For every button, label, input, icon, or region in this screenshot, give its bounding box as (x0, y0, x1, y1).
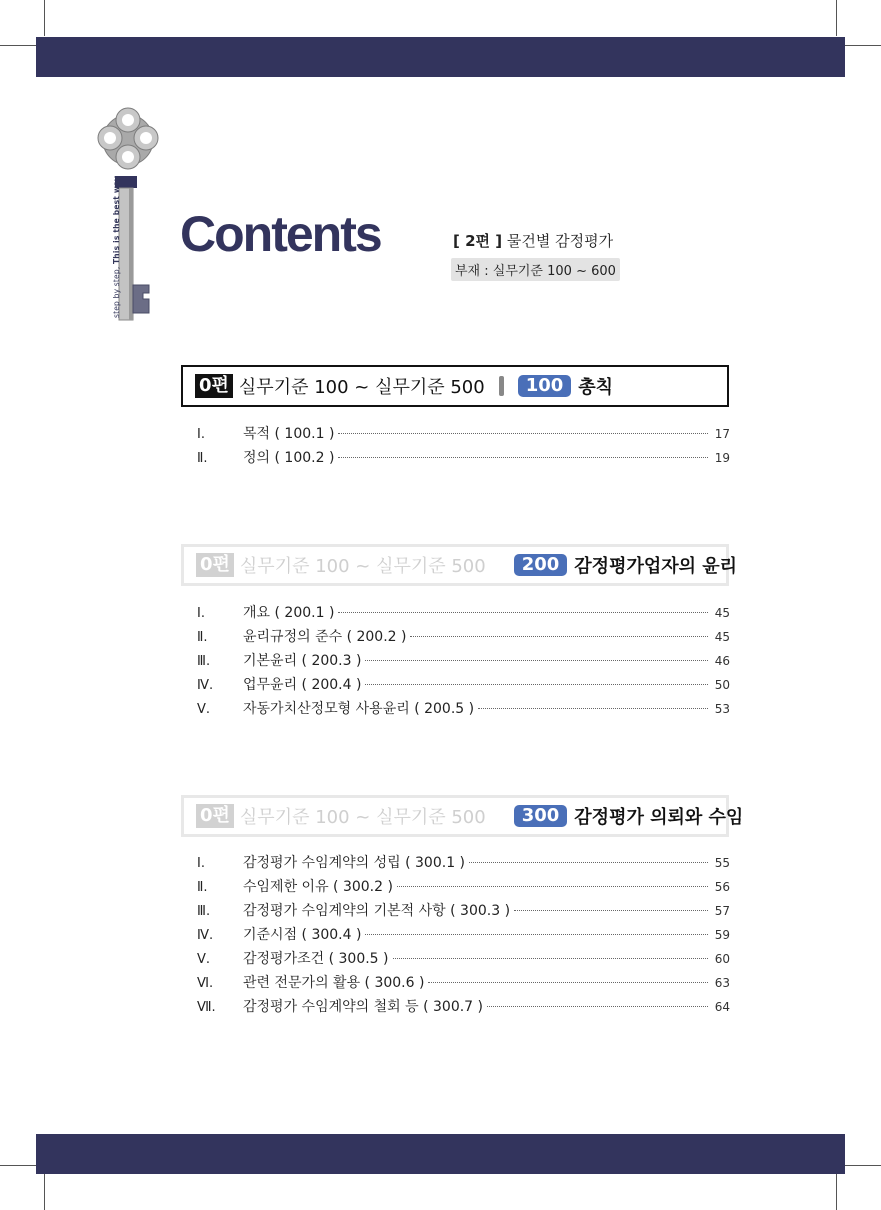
section-title: 감정평가 의뢰와 수임 (574, 807, 744, 828)
toc-item[interactable] (197, 948, 730, 972)
divider (499, 376, 504, 396)
crop-mark (836, 0, 837, 36)
toc-item[interactable] (197, 602, 730, 626)
leader-dots (428, 982, 708, 983)
leader-dots (410, 636, 708, 637)
item-title: 정의 ( 100.2 ) (243, 450, 335, 466)
section-header-100 (181, 365, 729, 407)
toc-list-300 (197, 852, 730, 1020)
toc-item[interactable] (197, 698, 730, 722)
item-number: Ⅱ. (197, 451, 208, 466)
item-page: 63 (714, 976, 730, 990)
item-number: Ⅰ. (197, 427, 205, 442)
crop-mark (845, 45, 881, 46)
leader-dots (469, 862, 708, 863)
leader-dots (487, 1006, 708, 1007)
item-number: Ⅴ. (197, 952, 211, 967)
item-number: Ⅳ. (197, 678, 214, 693)
leader-dots (338, 612, 708, 613)
leader-dots (514, 910, 708, 911)
section-header-300 (181, 795, 744, 837)
crop-mark (44, 1174, 45, 1210)
item-title: 업무윤리 ( 200.4 ) (243, 677, 362, 693)
side-slogan: step by step, This is the best way (112, 175, 121, 318)
toc-item[interactable] (197, 674, 730, 698)
crop-mark (836, 1174, 837, 1210)
section-number: 200 (514, 554, 568, 576)
leader-dots (478, 708, 708, 709)
item-title: 감정평가 수임계약의 성립 ( 300.1 ) (243, 855, 466, 871)
toc-item[interactable] (197, 972, 730, 996)
part-badge: 0편 (196, 553, 234, 577)
crop-mark (44, 0, 45, 36)
item-page: 46 (714, 654, 730, 668)
toc-item[interactable] (197, 650, 730, 674)
item-title: 수임제한 이유 ( 300.2 ) (243, 879, 393, 895)
item-page: 60 (714, 952, 730, 966)
leader-dots (338, 457, 708, 458)
item-number: Ⅳ. (197, 928, 214, 943)
item-title: 자동가치산정모형 사용윤리 ( 200.5 ) (243, 701, 475, 717)
key-icon (88, 100, 168, 330)
item-number: Ⅰ. (197, 606, 205, 621)
toc-item[interactable] (197, 876, 730, 900)
section-header-200 (181, 544, 738, 586)
item-title: 기본윤리 ( 200.3 ) (243, 653, 362, 669)
item-title: 감정평가조건 ( 300.5 ) (243, 951, 389, 967)
toc-item[interactable] (197, 996, 730, 1020)
toc-item[interactable] (197, 900, 730, 924)
leader-dots (365, 660, 708, 661)
page-title: Contents (180, 206, 381, 262)
item-number: Ⅲ. (197, 904, 211, 919)
toc-item[interactable] (197, 924, 730, 948)
item-page: 55 (714, 856, 730, 870)
item-number: Ⅱ. (197, 630, 208, 645)
toc-item[interactable] (197, 423, 730, 447)
item-number: Ⅵ. (197, 976, 214, 991)
leader-dots (393, 958, 709, 959)
subtitle-tag: 부재 : 실무기준 100 ~ 600 (451, 258, 620, 281)
item-number: Ⅴ. (197, 702, 211, 717)
part-badge: 0편 (195, 374, 233, 398)
part-badge: 0편 (196, 804, 234, 828)
toc-item[interactable] (197, 626, 730, 650)
item-title: 윤리규정의 준수 ( 200.2 ) (243, 629, 407, 645)
part-range: 실무기준 100 ~ 실무기준 500 (238, 377, 485, 398)
item-title: 목적 ( 100.1 ) (243, 426, 335, 442)
part-range: 실무기준 100 ~ 실무기준 500 (239, 556, 486, 577)
section-title: 총칙 (578, 377, 614, 398)
part-range: 실무기준 100 ~ 실무기준 500 (239, 807, 486, 828)
leader-dots (338, 433, 708, 434)
toc-item[interactable] (197, 852, 730, 876)
section-number: 100 (518, 375, 572, 397)
crop-mark (0, 45, 36, 46)
section-title: 감정평가업자의 윤리 (574, 556, 738, 577)
section-number: 300 (514, 805, 568, 827)
volume-label: [ 2편 ] 물건별 감정평가 (453, 232, 614, 250)
item-page: 57 (714, 904, 730, 918)
item-title: 감정평가 수임계약의 기본적 사항 ( 300.3 ) (243, 903, 511, 919)
crop-mark (845, 1165, 881, 1166)
item-page: 50 (714, 678, 730, 692)
item-title: 관련 전문가의 활용 ( 300.6 ) (243, 975, 425, 991)
item-page: 56 (714, 880, 730, 894)
header-band (36, 37, 845, 77)
item-page: 17 (714, 427, 730, 441)
toc-list-200 (197, 602, 730, 722)
leader-dots (365, 684, 708, 685)
toc-list-100 (197, 423, 730, 471)
item-title: 개요 ( 200.1 ) (243, 605, 335, 621)
footer-band (36, 1134, 845, 1174)
item-number: Ⅶ. (197, 1000, 216, 1015)
item-page: 59 (714, 928, 730, 942)
item-page: 19 (714, 451, 730, 465)
toc-item[interactable] (197, 447, 730, 471)
item-title: 감정평가 수임계약의 철회 등 ( 300.7 ) (243, 999, 483, 1015)
item-number: Ⅱ. (197, 880, 208, 895)
item-title: 기준시점 ( 300.4 ) (243, 927, 362, 943)
item-number: Ⅰ. (197, 856, 205, 871)
item-number: Ⅲ. (197, 654, 211, 669)
item-page: 53 (714, 702, 730, 716)
item-page: 45 (714, 606, 730, 620)
item-page: 64 (714, 1000, 730, 1014)
leader-dots (397, 886, 708, 887)
item-page: 45 (714, 630, 730, 644)
crop-mark (0, 1165, 36, 1166)
leader-dots (365, 934, 708, 935)
